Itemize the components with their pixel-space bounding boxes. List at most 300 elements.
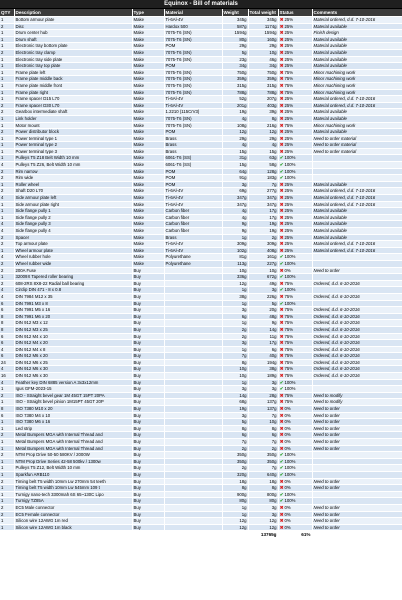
- cell-weight: 1g: [222, 504, 248, 511]
- cell-type: Buy: [132, 392, 164, 399]
- status-value: 100%: [284, 498, 296, 504]
- table-row[interactable]: [0, 23, 402, 30]
- table-row[interactable]: [0, 89, 402, 96]
- cell-material: [164, 359, 222, 366]
- check-icon: ✔: [279, 458, 284, 464]
- cell-description: Electronic tray side plate: [14, 56, 132, 63]
- cell-weight: 108g: [222, 122, 248, 129]
- cell-material: [164, 504, 222, 511]
- cell-qty: 16: [0, 373, 14, 380]
- cell-qty: 1: [0, 524, 14, 531]
- cell-status: [278, 307, 312, 314]
- cell-qty: 2: [0, 432, 14, 439]
- cell-qty: 2: [0, 102, 14, 109]
- cell-total-weight: 137g: [248, 406, 278, 413]
- cell-comments: Need to order: [312, 518, 402, 525]
- cell-description: Motor mount: [14, 122, 132, 129]
- cell-weight: 3g: [222, 340, 248, 347]
- cell-material: [164, 307, 222, 314]
- cell-material: POM: [164, 168, 222, 175]
- table-row[interactable]: [0, 82, 402, 89]
- status-value: 25%: [284, 135, 294, 141]
- table-row[interactable]: [0, 313, 402, 320]
- cross-icon: ✖: [279, 82, 284, 88]
- cell-material: 6061-T6 (SS): [164, 155, 222, 162]
- cell-comments: [312, 162, 402, 169]
- cell-status: [278, 373, 312, 380]
- cell-comments: Material available: [312, 23, 402, 30]
- cell-comments: Ordered, d.d. 6-10-2016: [312, 333, 402, 340]
- status-value: 75%: [284, 366, 294, 372]
- cell-qty: 1: [0, 148, 14, 155]
- cell-type: Make: [132, 201, 164, 208]
- col-header-total-weight[interactable]: Total weight: [248, 9, 278, 17]
- cell-weight: 4g: [222, 214, 248, 221]
- status-value: 100%: [284, 274, 296, 280]
- cell-weight: 38g: [222, 293, 248, 300]
- cell-qty: 2: [0, 267, 14, 274]
- cell-weight: 8g: [222, 425, 248, 432]
- cell-qty: 1: [0, 155, 14, 162]
- table-row[interactable]: [0, 307, 402, 314]
- cell-total-weight: 17g: [248, 214, 278, 221]
- table-row[interactable]: [0, 300, 402, 307]
- cell-qty: 1: [0, 30, 14, 37]
- cell-total-weight: 19g: [248, 228, 278, 235]
- table-row[interactable]: [0, 214, 402, 221]
- status-value: 25%: [284, 129, 294, 135]
- cell-weight: 29g: [222, 43, 248, 50]
- cell-description: Side armour plate right: [14, 201, 132, 208]
- cell-weight: 10g: [222, 373, 248, 380]
- cell-comments: [312, 498, 402, 505]
- cell-weight: 19g: [222, 109, 248, 116]
- cell-type: Buy: [132, 359, 164, 366]
- cell-type: Buy: [132, 373, 164, 380]
- table-row[interactable]: [0, 102, 402, 109]
- cell-material: 1.2210 (115CrV3): [164, 109, 222, 116]
- cell-qty: 8: [0, 326, 14, 333]
- cell-type: Make: [132, 221, 164, 228]
- status-value: 0%: [284, 412, 291, 418]
- cell-status: [278, 313, 312, 320]
- cell-description: DIN 912 M6 x 20: [14, 353, 132, 360]
- sheet-title: Equinox - Bill of materials: [0, 0, 402, 9]
- cell-description: ISO 7380 M4 x 10: [14, 412, 132, 419]
- cell-status: [278, 195, 312, 202]
- cell-total-weight: 207g: [248, 96, 278, 103]
- table-row[interactable]: [0, 425, 402, 432]
- check-icon: ✔: [279, 162, 284, 168]
- cell-total-weight: 189g: [248, 373, 278, 380]
- cell-total-weight: 4g: [248, 142, 278, 149]
- cell-material: [164, 267, 222, 274]
- cell-comments: Need to order: [312, 439, 402, 446]
- status-value: 100%: [284, 300, 296, 306]
- status-value: 100%: [284, 287, 296, 293]
- table-row[interactable]: [0, 518, 402, 525]
- cell-type: Buy: [132, 425, 164, 432]
- cell-comments: Minor machining work: [312, 76, 402, 83]
- table-row[interactable]: [0, 465, 402, 472]
- cell-material: Ti-6Al-4V: [164, 241, 222, 248]
- status-value: 0%: [284, 432, 291, 438]
- cell-weight: 12g: [222, 280, 248, 287]
- status-value: 75%: [284, 122, 294, 128]
- table-row[interactable]: [0, 115, 402, 122]
- cell-material: [164, 452, 222, 459]
- cell-description: DIN 912 M6 x 30: [14, 366, 132, 373]
- cell-type: Buy: [132, 524, 164, 531]
- cell-type: Make: [132, 23, 164, 30]
- cell-comments: Ordered, d.d. 6-10-2016: [312, 359, 402, 366]
- cell-comments: Material ordered, d.d. 7-10-2016: [312, 201, 402, 208]
- cell-material: Polyurethane: [164, 254, 222, 261]
- table-row[interactable]: [0, 56, 402, 63]
- cell-comments: Material available: [312, 63, 402, 70]
- table-row[interactable]: [0, 254, 402, 261]
- table-row[interactable]: [0, 511, 402, 518]
- status-value: 25%: [284, 30, 294, 36]
- cell-weight: 4g: [222, 142, 248, 149]
- cell-weight: 2g: [222, 445, 248, 452]
- cell-type: Make: [132, 208, 164, 215]
- cell-type: Buy: [132, 333, 164, 340]
- status-value: 75%: [284, 359, 294, 365]
- cell-qty: 1: [0, 36, 14, 43]
- cell-weight: 29g: [222, 135, 248, 142]
- table-row[interactable]: [0, 346, 402, 353]
- table-row[interactable]: [0, 340, 402, 347]
- table-row[interactable]: [0, 122, 402, 129]
- cell-material: Carbon fiber: [164, 208, 222, 215]
- cell-total-weight: 3g: [248, 504, 278, 511]
- cell-type: Buy: [132, 399, 164, 406]
- cell-weight: 4g: [222, 115, 248, 122]
- table-row[interactable]: [0, 419, 402, 426]
- cell-description: Frame plate middle front: [14, 82, 132, 89]
- cell-material: [164, 379, 222, 386]
- cell-material: [164, 346, 222, 353]
- cell-material: Ti-6Al-4V: [164, 102, 222, 109]
- total-status: 61%: [278, 531, 312, 539]
- table-row[interactable]: [0, 181, 402, 188]
- cell-comments: Need to order: [312, 419, 402, 426]
- table-row[interactable]: [0, 49, 402, 56]
- cell-type: Make: [132, 234, 164, 241]
- cell-type: Make: [132, 122, 164, 129]
- table-row[interactable]: [0, 359, 402, 366]
- cross-icon: ✖: [279, 439, 284, 444]
- table-row[interactable]: [0, 353, 402, 360]
- cell-qty: 1: [0, 386, 14, 393]
- col-header-type[interactable]: Type: [132, 9, 164, 17]
- cell-qty: 1: [0, 399, 14, 406]
- table-row[interactable]: [0, 452, 402, 459]
- cell-status: [278, 458, 312, 465]
- cell-status: [278, 359, 312, 366]
- cell-status: [278, 386, 312, 393]
- col-header-material[interactable]: Material: [164, 9, 222, 17]
- cell-total-weight: 2g: [248, 234, 278, 241]
- table-row[interactable]: [0, 69, 402, 76]
- table-row[interactable]: [0, 406, 402, 413]
- cross-icon: ✖: [279, 425, 284, 431]
- cell-description: Turnigy TZ85A: [14, 498, 132, 505]
- cell-description: Frame plate right: [14, 89, 132, 96]
- cross-icon: ✖: [279, 247, 284, 253]
- table-row[interactable]: [0, 30, 402, 37]
- table-row[interactable]: [0, 366, 402, 373]
- table-row[interactable]: [0, 208, 402, 215]
- table-row[interactable]: [0, 320, 402, 327]
- status-value: 0%: [284, 511, 291, 517]
- table-row[interactable]: [0, 274, 402, 281]
- cell-total-weight: 315g: [248, 82, 278, 89]
- table-row[interactable]: [0, 188, 402, 195]
- cross-icon: ✖: [279, 30, 284, 36]
- cell-material: Hardox 500: [164, 23, 222, 30]
- col-header-weight[interactable]: Weight: [222, 9, 248, 17]
- cell-total-weight: 6g: [248, 346, 278, 353]
- cell-status: [278, 115, 312, 122]
- table-row[interactable]: [0, 287, 402, 294]
- cell-total-weight: 34g: [248, 63, 278, 70]
- cell-description: ISO - Straight bevel pinion 1M15PT 45GT 20P: [14, 399, 132, 406]
- table-row[interactable]: [0, 155, 402, 162]
- cell-qty: 8: [0, 406, 14, 413]
- cell-qty: 1: [0, 214, 14, 221]
- table-row[interactable]: [0, 247, 402, 254]
- cell-description: Frame plate middle back: [14, 76, 132, 83]
- cell-status: [278, 162, 312, 169]
- cell-total-weight: 7g: [248, 181, 278, 188]
- cell-material: [164, 274, 222, 281]
- cell-qty: 2: [0, 504, 14, 511]
- cell-description: DIN 7991 M5 x 16: [14, 307, 132, 314]
- check-icon: ✔: [279, 379, 284, 385]
- cell-total-weight: 17g: [248, 340, 278, 347]
- cell-comments: Material available: [312, 56, 402, 63]
- table-row[interactable]: [0, 326, 402, 333]
- status-value: 75%: [284, 82, 294, 88]
- cell-total-weight: 1174g: [248, 23, 278, 30]
- totals-spacer: [132, 531, 164, 539]
- cell-type: Buy: [132, 300, 164, 307]
- cell-status: [278, 122, 312, 129]
- table-row[interactable]: [0, 234, 402, 241]
- table-row[interactable]: [0, 504, 402, 511]
- cross-icon: ✖: [279, 129, 284, 135]
- cell-qty: 2: [0, 49, 14, 56]
- table-row[interactable]: [0, 524, 402, 531]
- cell-status: [278, 181, 312, 188]
- table-row[interactable]: [0, 17, 402, 24]
- cell-description: Roller wheel: [14, 181, 132, 188]
- cell-qty: 1: [0, 56, 14, 63]
- table-row[interactable]: [0, 439, 402, 446]
- cell-weight: 1g: [222, 234, 248, 241]
- table-row[interactable]: [0, 135, 402, 142]
- table-row[interactable]: [0, 109, 402, 116]
- cell-weight: 788g: [222, 89, 248, 96]
- cell-material: [164, 333, 222, 340]
- table-row[interactable]: [0, 373, 402, 380]
- cell-weight: 309g: [222, 241, 248, 248]
- status-value: 75%: [284, 293, 294, 299]
- cross-icon: ✖: [279, 326, 284, 332]
- cell-description: Silicon wire 12AWG 1m red: [14, 518, 132, 525]
- cell-comments: Material available: [312, 234, 402, 241]
- cell-comments: Need to modify: [312, 392, 402, 399]
- cell-type: Buy: [132, 267, 164, 274]
- status-value: 75%: [284, 346, 294, 352]
- cell-description: Timing belt T5 width 10mm Lw 545mm 109 t: [14, 485, 132, 492]
- table-row[interactable]: [0, 201, 402, 208]
- table-row[interactable]: [0, 76, 402, 83]
- table-row[interactable]: [0, 280, 402, 287]
- cell-description: Metal Bumpers MGA with Internal Thread and: [14, 432, 132, 439]
- table-row[interactable]: [0, 392, 402, 399]
- cell-comments: Material available: [312, 49, 402, 56]
- cell-status: [278, 168, 312, 175]
- table-row[interactable]: [0, 485, 402, 492]
- table-row[interactable]: [0, 129, 402, 136]
- table-row[interactable]: [0, 445, 402, 452]
- table-row[interactable]: [0, 379, 402, 386]
- col-header-comments[interactable]: Comments: [312, 9, 402, 17]
- status-value: 25%: [284, 234, 294, 240]
- cell-total-weight: 350g: [248, 458, 278, 465]
- table-row[interactable]: [0, 478, 402, 485]
- table-row[interactable]: [0, 168, 402, 175]
- table-row[interactable]: [0, 36, 402, 43]
- check-icon: ✔: [279, 254, 284, 260]
- table-row[interactable]: [0, 162, 402, 169]
- cell-total-weight: 63g: [248, 155, 278, 162]
- table-row[interactable]: [0, 333, 402, 340]
- cross-icon: ✖: [279, 89, 284, 95]
- cross-icon: ✖: [279, 96, 284, 102]
- cell-total-weight: 137g: [248, 399, 278, 406]
- table-row[interactable]: [0, 498, 402, 505]
- table-row[interactable]: [0, 386, 402, 393]
- cell-weight: 1594g: [222, 30, 248, 37]
- cell-total-weight: 7g: [248, 439, 278, 446]
- totals-row: [0, 531, 402, 539]
- cross-icon: ✖: [279, 241, 284, 247]
- table-row[interactable]: [0, 221, 402, 228]
- cell-type: Make: [132, 115, 164, 122]
- table-row[interactable]: [0, 96, 402, 103]
- col-header-status[interactable]: Status: [278, 9, 312, 17]
- cell-weight: 34g: [222, 63, 248, 70]
- table-row[interactable]: [0, 260, 402, 267]
- table-row[interactable]: [0, 458, 402, 465]
- cell-comments: [312, 175, 402, 182]
- table-row[interactable]: [0, 195, 402, 202]
- cross-icon: ✖: [279, 399, 284, 405]
- cell-status: [278, 102, 312, 109]
- cell-status: [278, 155, 312, 162]
- table-row[interactable]: [0, 241, 402, 248]
- cell-qty: 2: [0, 234, 14, 241]
- cell-type: Buy: [132, 287, 164, 294]
- cell-description: Frame plate left: [14, 69, 132, 76]
- table-row[interactable]: [0, 471, 402, 478]
- cell-total-weight: 29g: [248, 43, 278, 50]
- table-row[interactable]: [0, 491, 402, 498]
- cross-icon: ✖: [279, 359, 284, 365]
- cell-material: 7075-T6 (SN): [164, 76, 222, 83]
- cell-description: Gearbox intermediate shaft: [14, 109, 132, 116]
- cell-material: [164, 340, 222, 347]
- table-row[interactable]: [0, 412, 402, 419]
- status-value: 100%: [284, 458, 296, 464]
- cell-type: Buy: [132, 353, 164, 360]
- check-icon: ✔: [279, 260, 284, 266]
- check-icon: ✔: [279, 498, 284, 504]
- cell-type: Buy: [132, 465, 164, 472]
- cell-description: Metal Bumpers MGA with Internal Thread and: [14, 445, 132, 452]
- cell-total-weight: 28g: [248, 392, 278, 399]
- cell-comments: Material available: [312, 228, 402, 235]
- table-row[interactable]: [0, 267, 402, 274]
- cell-comments: Ordered, d.d. 6-10-2016: [312, 280, 402, 287]
- col-header-description[interactable]: Description: [14, 9, 132, 17]
- col-header-qty[interactable]: QTY: [0, 9, 14, 17]
- table-row[interactable]: [0, 142, 402, 149]
- cell-comments: Material available: [312, 36, 402, 43]
- cell-status: [278, 214, 312, 221]
- cell-comments: Need to order: [312, 485, 402, 492]
- cell-material: [164, 326, 222, 333]
- table-row[interactable]: [0, 43, 402, 50]
- cell-type: Buy: [132, 478, 164, 485]
- cell-comments: Material available: [312, 109, 402, 116]
- cell-total-weight: 750g: [248, 69, 278, 76]
- cell-comments: Material available: [312, 129, 402, 136]
- status-value: 25%: [284, 115, 294, 121]
- cell-type: Make: [132, 195, 164, 202]
- table-row[interactable]: [0, 148, 402, 155]
- table-row[interactable]: [0, 293, 402, 300]
- cell-description: ISO 7380 M6 x 16: [14, 419, 132, 426]
- table-row[interactable]: [0, 228, 402, 235]
- status-value: 100%: [284, 465, 296, 471]
- cell-total-weight: 19g: [248, 221, 278, 228]
- cell-qty: 2: [0, 241, 14, 248]
- cell-weight: 2g: [222, 333, 248, 340]
- cell-type: Make: [132, 17, 164, 24]
- cell-status: [278, 445, 312, 452]
- cell-type: Buy: [132, 379, 164, 386]
- cell-qty: 1: [0, 142, 14, 149]
- cell-status: [278, 287, 312, 294]
- cell-status: [278, 17, 312, 24]
- cell-status: [278, 228, 312, 235]
- cell-qty: 1: [0, 89, 14, 96]
- check-icon: ✔: [279, 155, 284, 161]
- cross-icon: ✖: [279, 353, 284, 359]
- table-row[interactable]: [0, 432, 402, 439]
- table-row[interactable]: [0, 63, 402, 70]
- table-row[interactable]: [0, 399, 402, 406]
- cell-type: Make: [132, 49, 164, 56]
- table-row[interactable]: [0, 175, 402, 182]
- cell-weight: 8g: [222, 359, 248, 366]
- cell-total-weight: 29g: [248, 135, 278, 142]
